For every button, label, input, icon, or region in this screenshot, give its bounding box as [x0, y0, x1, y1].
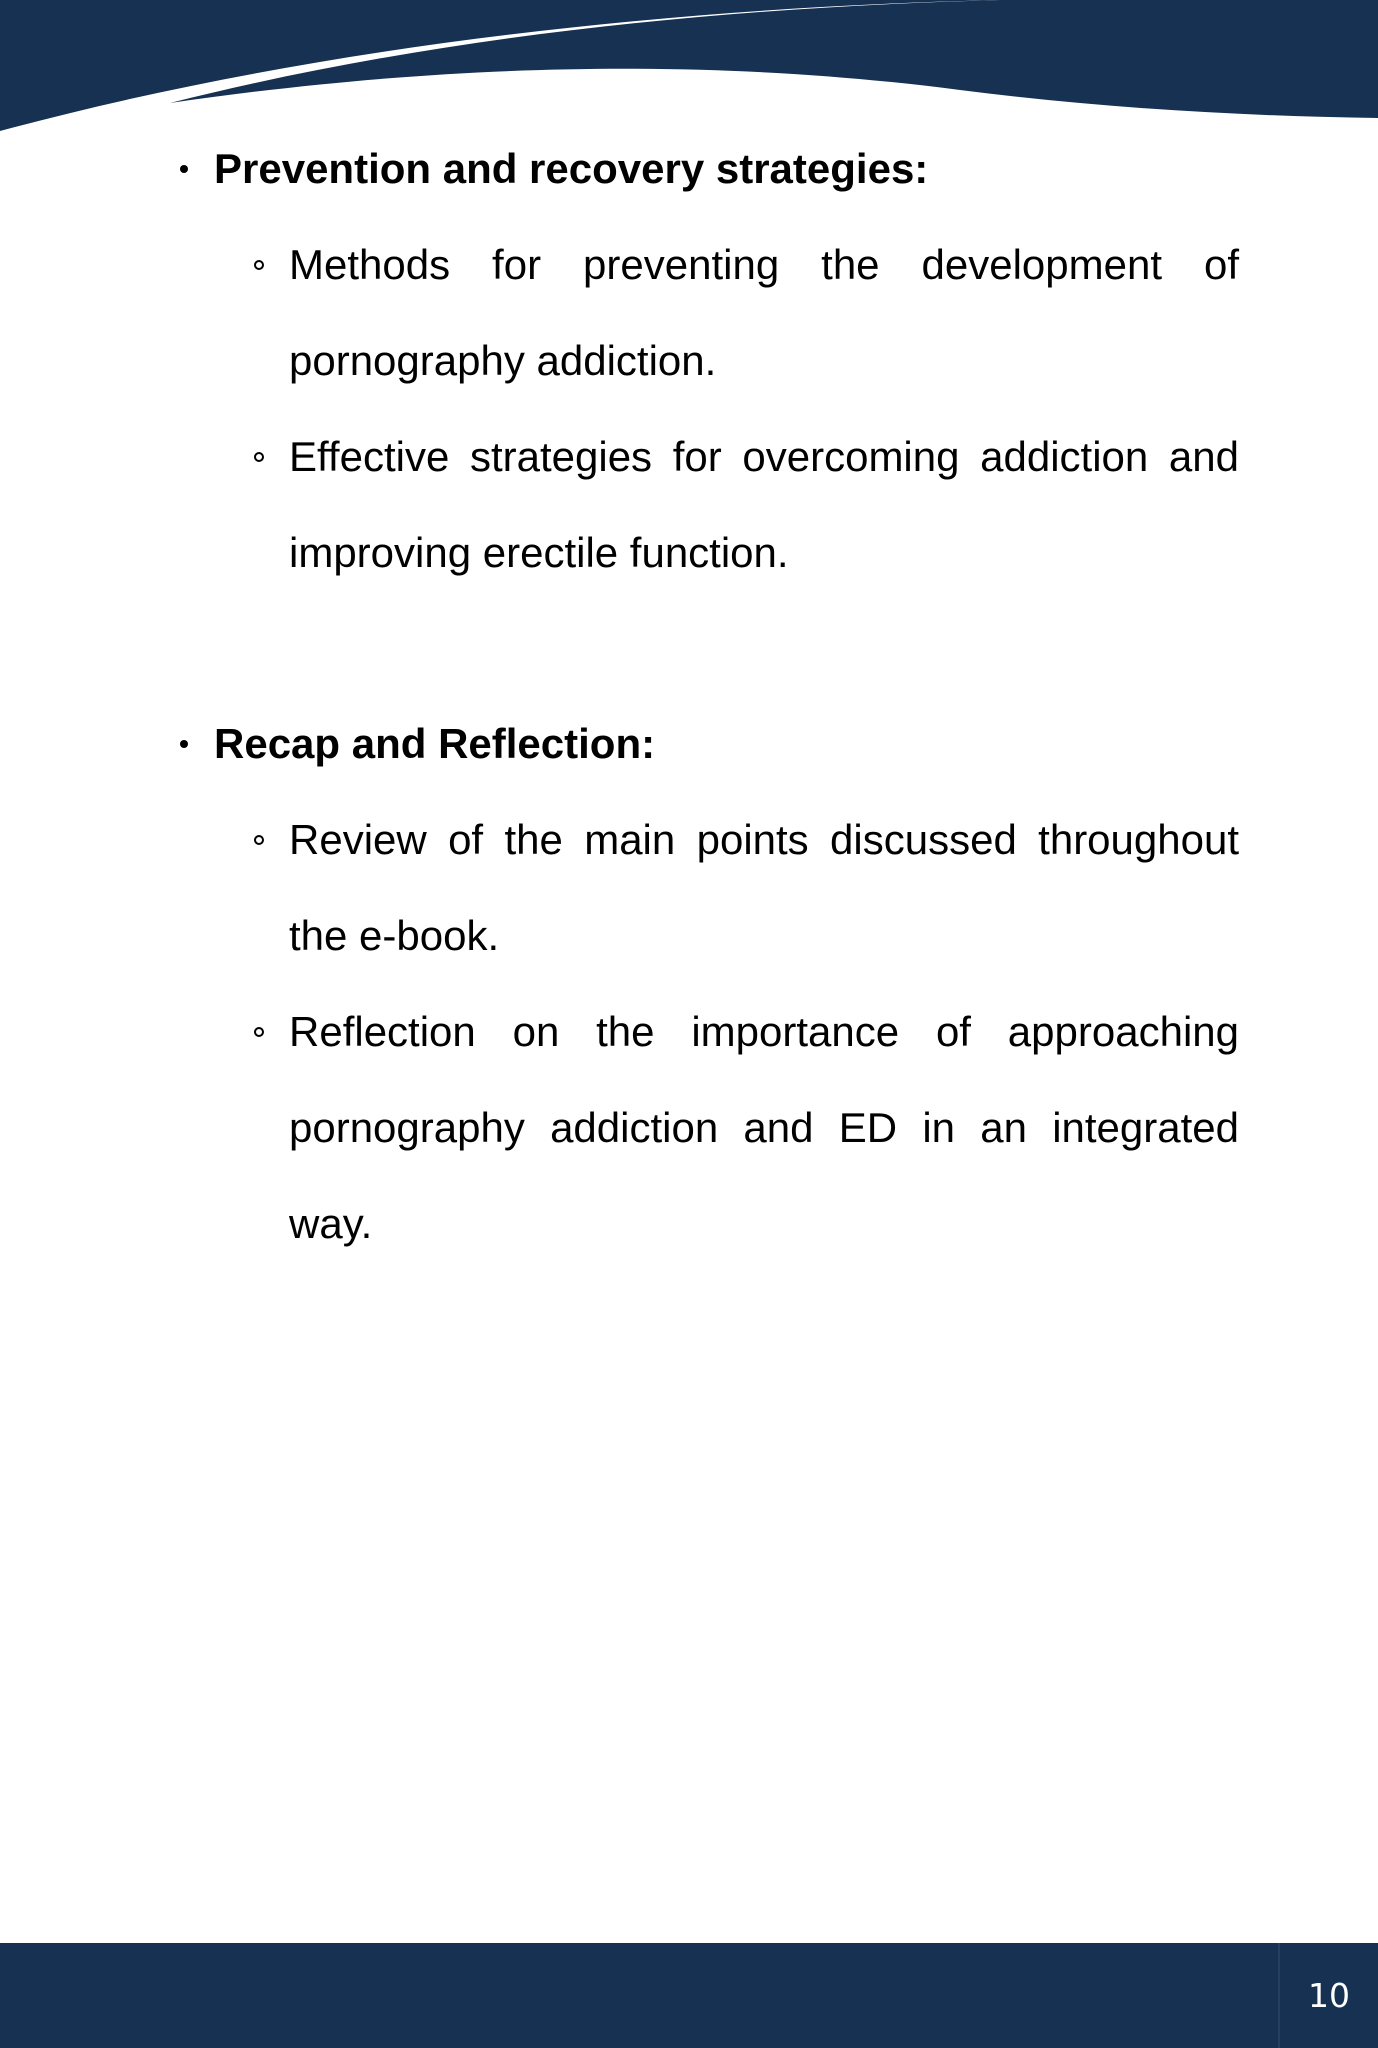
bullet-disc-icon — [180, 165, 188, 173]
page-number: 10 — [1308, 1976, 1350, 2015]
footer-bar — [0, 1943, 1378, 2048]
section-heading: Prevention and recovery strategies: — [214, 145, 929, 192]
header-wave-decoration — [0, 0, 1378, 140]
list-item: Effective strategies for overcoming addiction and improving erectile function. — [289, 433, 1239, 576]
bullet-disc-icon — [180, 740, 188, 748]
bullet-circle-icon — [254, 1027, 264, 1037]
section-heading: Recap and Reflection: — [214, 720, 656, 767]
list-item: Review of the main points discussed throughout the e-book. — [289, 816, 1239, 959]
bullet-circle-icon — [254, 835, 264, 845]
list-item: Methods for preventing the development of pornography addiction. — [289, 241, 1239, 384]
bullet-circle-icon — [254, 452, 264, 462]
bullet-circle-icon — [254, 260, 264, 270]
list-item: Reflection on the importance of approaching pornography addiction and ED in an integrated way. — [289, 1008, 1239, 1247]
